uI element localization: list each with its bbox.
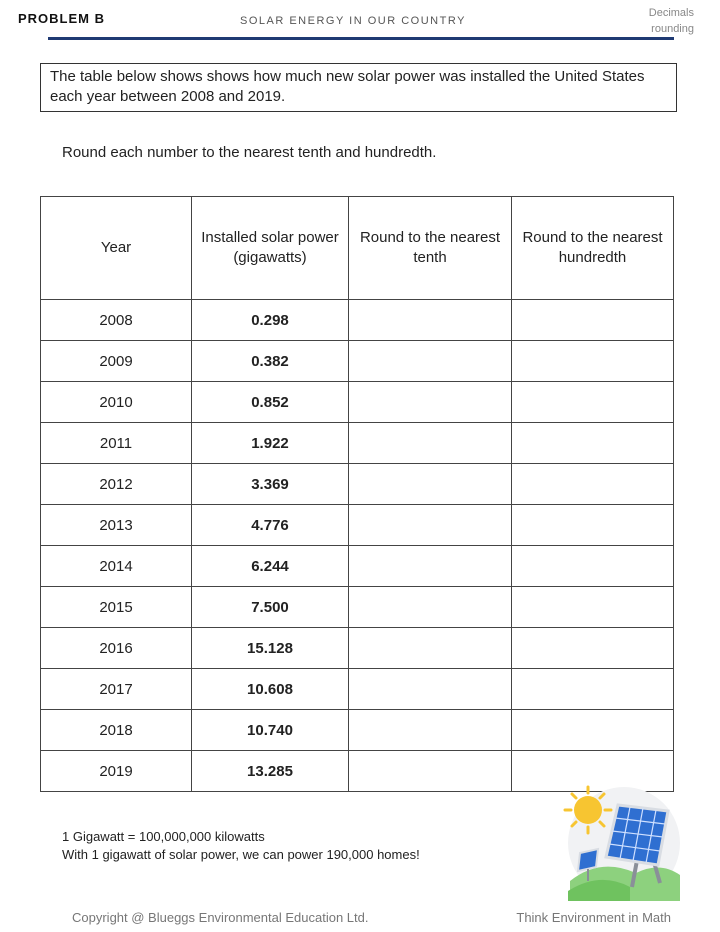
power-value-cell: 0.382: [192, 341, 349, 382]
year-cell: 2009: [41, 341, 192, 382]
topic-label: [614, 5, 694, 37]
solar-panel-with-sun-icon: [560, 783, 684, 901]
power-value-cell: 6.244: [192, 546, 349, 587]
sun-icon: [565, 787, 611, 833]
header-round-tenth: Round to the nearest tenth: [349, 197, 512, 300]
hundredth-answer-cell[interactable]: [512, 382, 674, 423]
year-cell: 2011: [41, 423, 192, 464]
solar-panel-icon: [606, 805, 668, 865]
hundredth-answer-cell[interactable]: [512, 710, 674, 751]
footnote-homes: With 1 gigawatt of solar power, we can power 190,000 homes!: [62, 847, 420, 862]
tenth-answer-cell[interactable]: [349, 300, 512, 341]
year-cell: 2012: [41, 464, 192, 505]
tenth-answer-cell[interactable]: [349, 341, 512, 382]
topic-line-rounding: rounding: [651, 23, 694, 35]
topic-line-decimals: Decimals: [648, 7, 694, 19]
year-cell: 2017: [41, 669, 192, 710]
hundredth-answer-cell[interactable]: [512, 341, 674, 382]
footnote-conversion: 1 Gigawatt = 100,000,000 kilowatts: [62, 829, 265, 844]
page-title: SOLAR ENERGY IN OUR COUNTRY: [240, 15, 466, 27]
tenth-answer-cell[interactable]: [349, 423, 512, 464]
year-cell: 2008: [41, 300, 192, 341]
power-value-cell: 7.500: [192, 587, 349, 628]
hundredth-answer-cell[interactable]: [512, 669, 674, 710]
hundredth-answer-cell[interactable]: [512, 505, 674, 546]
intro-box: The table below shows shows how much new solar power was installed the United States each year between 2008 and 2019.: [40, 63, 677, 112]
copyright-text: Copyright @ Blueggs Environmental Education Ltd.: [72, 910, 369, 925]
table-row: [41, 587, 674, 628]
year-cell: 2013: [41, 505, 192, 546]
power-value-cell: 3.369: [192, 464, 349, 505]
hundredth-answer-cell[interactable]: [512, 546, 674, 587]
table-row: [41, 546, 674, 587]
header-divider: [48, 37, 674, 40]
year-cell: 2019: [41, 751, 192, 792]
footnote: [62, 828, 420, 864]
tenth-answer-cell[interactable]: [349, 669, 512, 710]
table-header-row: [41, 197, 674, 300]
hundredth-answer-cell[interactable]: [512, 464, 674, 505]
table-row: [41, 628, 674, 669]
power-value-cell: 10.608: [192, 669, 349, 710]
tenth-answer-cell[interactable]: [349, 505, 512, 546]
table-row: [41, 382, 674, 423]
table-row: [41, 669, 674, 710]
hundredth-answer-cell[interactable]: [512, 628, 674, 669]
tenth-answer-cell[interactable]: [349, 628, 512, 669]
year-cell: 2014: [41, 546, 192, 587]
year-cell: 2010: [41, 382, 192, 423]
table-row: [41, 710, 674, 751]
instruction-text: Round each number to the nearest tenth and hundredth.: [62, 144, 437, 161]
year-cell: 2016: [41, 628, 192, 669]
problem-label: PROBLEM B: [18, 11, 105, 26]
solar-data-table: [40, 196, 674, 792]
power-value-cell: 0.852: [192, 382, 349, 423]
header-year: Year: [41, 197, 192, 300]
header-round-hundredth: Round to the nearest hundredth: [512, 197, 674, 300]
tenth-answer-cell[interactable]: [349, 587, 512, 628]
hundredth-answer-cell[interactable]: [512, 587, 674, 628]
header-installed-power: Installed solar power (gigawatts): [192, 197, 349, 300]
power-value-cell: 4.776: [192, 505, 349, 546]
table-row: [41, 505, 674, 546]
year-cell: 2015: [41, 587, 192, 628]
table-row: [41, 464, 674, 505]
hundredth-answer-cell[interactable]: [512, 300, 674, 341]
power-value-cell: 15.128: [192, 628, 349, 669]
solar-illustration-svg: [560, 783, 684, 901]
tenth-answer-cell[interactable]: [349, 751, 512, 792]
hundredth-answer-cell[interactable]: [512, 423, 674, 464]
tagline-text: Think Environment in Math: [516, 910, 671, 925]
power-value-cell: 0.298: [192, 300, 349, 341]
power-value-cell: 1.922: [192, 423, 349, 464]
tenth-answer-cell[interactable]: [349, 382, 512, 423]
table-row: [41, 300, 674, 341]
power-value-cell: 10.740: [192, 710, 349, 751]
tenth-answer-cell[interactable]: [349, 710, 512, 751]
tenth-answer-cell[interactable]: [349, 464, 512, 505]
power-value-cell: 13.285: [192, 751, 349, 792]
tenth-answer-cell[interactable]: [349, 546, 512, 587]
year-cell: 2018: [41, 710, 192, 751]
table-row: [41, 423, 674, 464]
table-row: [41, 341, 674, 382]
